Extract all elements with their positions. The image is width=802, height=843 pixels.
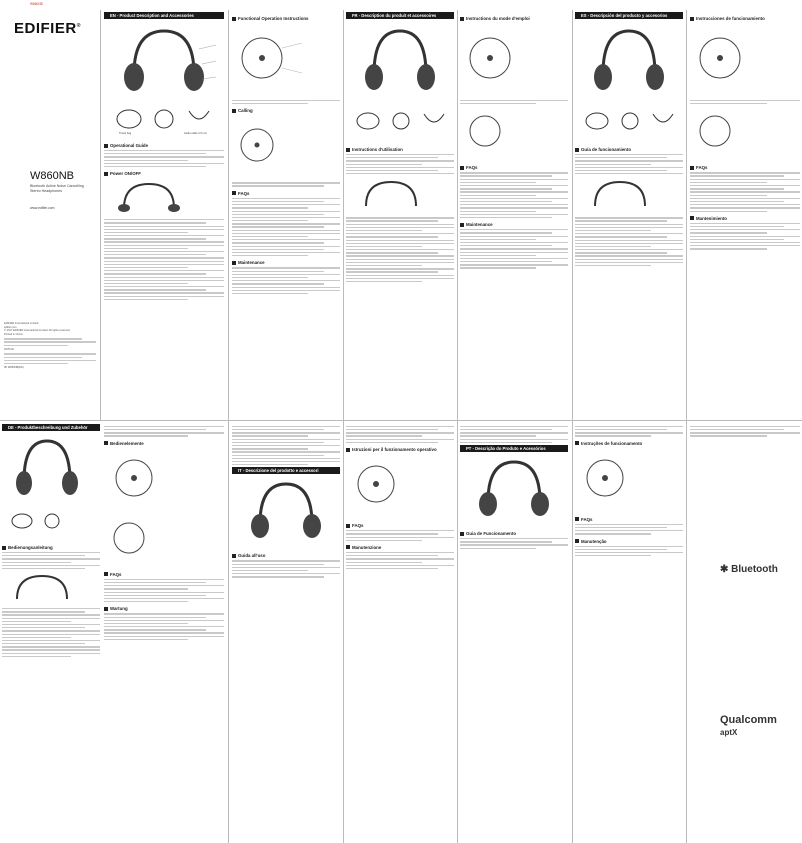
label-travel-bag: Travel bag — [119, 132, 132, 135]
section-title: Bedienungsanleitung — [2, 545, 100, 550]
power-diagram — [2, 571, 100, 601]
panel-pt-product — [460, 424, 568, 840]
panel-header: DE - Produktbeschreibung und Zubehör — [2, 424, 100, 431]
faq-title: FAQs — [104, 572, 224, 577]
panel-en-function — [232, 12, 340, 417]
touch-control-diagram — [690, 23, 800, 93]
headphone-diagram — [232, 474, 340, 544]
section-title: Instrucciones de funcionamiento — [690, 16, 800, 21]
touch-control-diagram — [232, 23, 340, 93]
panel-es-product — [575, 12, 683, 417]
panel-header: EN - Product Description and Accessories — [104, 12, 224, 19]
website: www.edifier.com — [30, 206, 55, 210]
legal-line: © 2017 EDIFIER International Limited. All rights reserved. — [4, 329, 71, 333]
section-title: Guida all'uso — [232, 553, 340, 558]
cover-panel — [0, 10, 100, 410]
panel-fr-function — [460, 12, 568, 417]
headphone-diagram — [460, 452, 568, 522]
panel-header: IT - Descrizione del prodotto e accessori — [232, 467, 340, 474]
model-name: W860NB — [30, 170, 75, 182]
bluetooth-icon: ✱ — [720, 564, 732, 575]
touch-control-diagram — [346, 454, 454, 514]
panel-header: FR - Description du produit et accessoires — [346, 12, 454, 19]
faq-title: FAQs — [232, 191, 340, 196]
model-subtitle: Bluetooth Active Noise Cancelling Stereo Headphones — [30, 184, 84, 193]
panel-en-product — [104, 12, 224, 417]
panel-de-function — [104, 424, 224, 840]
touch-control-diagram — [104, 448, 224, 508]
section-calling: Calling — [232, 108, 340, 113]
maintenance-title: Maintenance — [460, 222, 568, 227]
legal-line: EDIFIER International Limited — [4, 322, 39, 325]
calling-diagram — [690, 106, 800, 156]
maintenance-title: Maintenance — [232, 260, 340, 265]
manual-sheet — [0, 10, 802, 843]
accessories-diagram — [2, 506, 100, 536]
headphone-diagram — [2, 431, 100, 501]
touch-control-diagram — [575, 448, 683, 508]
panel-fr-product — [346, 12, 454, 417]
panel-it-text — [232, 424, 340, 840]
panel-header: PT - Descrição do Produto e Acessórios — [460, 445, 568, 452]
panel-back-cover — [690, 424, 800, 840]
top-note: W860NB — [30, 2, 43, 6]
section-title: Instructions d'utilisation — [346, 147, 454, 152]
brand-logo: EDIFIER® — [14, 20, 81, 37]
legal-line: IB: W860NB(EN) — [4, 366, 24, 370]
maintenance-title: Manutenzione — [346, 545, 454, 550]
label-audio-cable: Audio cable 3.5 mm — [184, 132, 207, 135]
headphone-diagram — [346, 19, 454, 99]
calling-diagram — [460, 106, 568, 156]
power-diagram — [575, 176, 683, 210]
section-power: Power ON/OFF — [104, 171, 224, 176]
legal-block — [4, 322, 96, 370]
maintenance-title: Wartung — [104, 606, 224, 611]
bluetooth-logo: ✱ Bluetooth — [720, 564, 778, 575]
panel-de-product — [2, 424, 100, 840]
section-title: Guía de funcionamiento — [575, 147, 683, 152]
maintenance-title: Manutenção — [575, 539, 683, 544]
faq-title: FAQs — [575, 517, 683, 522]
panel-header: ES - Descripción del producto y accesorios — [575, 12, 683, 19]
legal-line: NOTICE — [4, 347, 14, 351]
accessories-diagram — [575, 104, 683, 138]
headphone-diagram — [575, 19, 683, 99]
calling-diagram — [232, 115, 340, 175]
touch-control-diagram — [460, 23, 568, 93]
section-title: Instructions du mode d'emploi — [460, 16, 568, 21]
section-title: Istruzioni per il funzionamento operativo — [346, 447, 454, 452]
panel-pt-function — [575, 424, 683, 840]
faq-title: FAQs — [460, 165, 568, 170]
section-title: Guia de Funcionamento — [460, 531, 568, 536]
section-title: Instruções de funcionamento — [575, 441, 683, 446]
section-title: Functional Operation Instructions — [232, 16, 340, 21]
qualcomm-logo: Qualcomm aptX — [720, 714, 777, 737]
power-diagram — [104, 178, 224, 212]
power-diagram — [346, 176, 454, 210]
headphone-diagram — [104, 19, 224, 99]
legal-line: Printed in China — [4, 332, 23, 336]
panel-it-function — [346, 424, 454, 840]
calling-diagram — [104, 513, 224, 563]
section-title: Bedienelemente — [104, 441, 224, 446]
legal-line: edifier.com — [4, 325, 17, 329]
panel-es-function — [690, 12, 800, 417]
maintenance-title: Mantenimiento — [690, 216, 800, 221]
faq-title: FAQs — [690, 165, 800, 170]
section-title: Operational Guide — [104, 143, 224, 148]
accessories-diagram — [346, 104, 454, 138]
faq-title: FAQs — [346, 523, 454, 528]
